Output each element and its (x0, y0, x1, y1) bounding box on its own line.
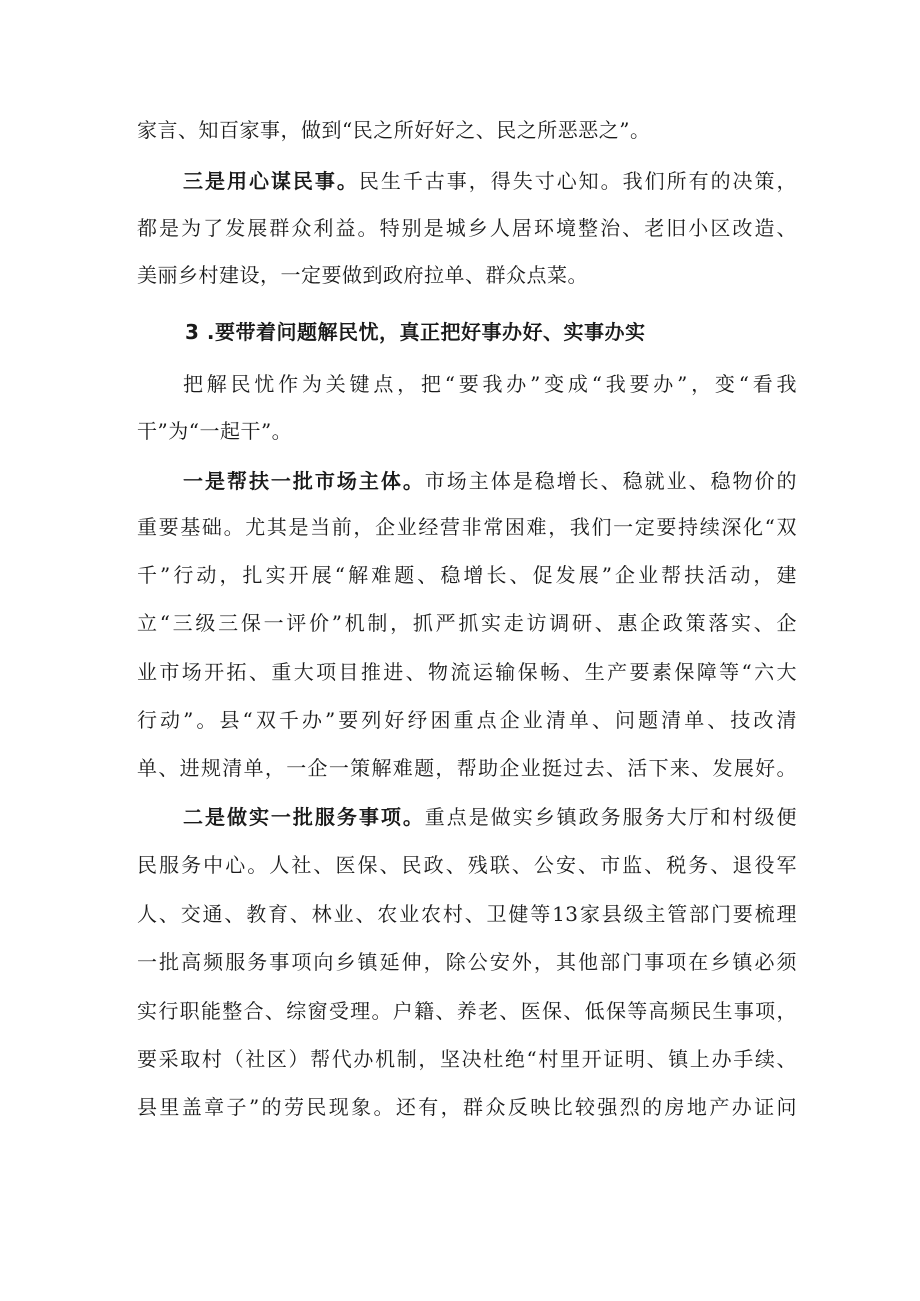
paragraph-text: 民生千古事，得失寸心知。我们所有的决策， (358, 169, 798, 193)
paragraph-line: 千”行动，扎实开展“解难题、稳增长、促发展”企业帮扶活动，建 (137, 563, 797, 587)
paragraph-line: 把解民忧作为关键点，把“要我办”变成“我要办”，变“看我 (183, 372, 797, 396)
paragraph-line: 人、交通、教育、林业、农业农村、卫健等13家县级主管部门要梳理 (137, 902, 797, 926)
paragraph-lead: 三是用心谋民事。 (183, 169, 359, 193)
paragraph-line: 一批高频服务事项向乡镇延伸，除公安外，其他部门事项在乡镇必须 (137, 950, 797, 974)
paragraph-line: 干”为“一起干”。 (137, 419, 293, 443)
paragraph-text: 重点是做实乡镇政务服务大厅和村级便 (424, 805, 798, 829)
paragraph-line: 都是为了发展群众利益。特别是城乡人居环境整治、老旧小区改造、 (137, 216, 797, 240)
paragraph-line: 民服务中心。人社、医保、民政、残联、公安、市监、税务、退役军 (137, 853, 797, 877)
paragraph-lead: 二是做实一批服务事项。 (183, 805, 425, 829)
paragraph-line: 重要基础。尤其是当前，企业经营非常困难，我们一定要持续深化“双 (137, 515, 797, 539)
paragraph-line: 立“三级三保一评价”机制，抓严抓实走访调研、惠企政策落实、企 (137, 611, 797, 635)
paragraph-line: 行动”。县“双千办”要列好纾困重点企业清单、问题清单、技改清 (137, 708, 797, 732)
paragraph-line: 家言、知百家事，做到“民之所好好之、民之所恶恶之”。 (137, 118, 651, 142)
paragraph-text: 市场主体是稳增长、稳就业、稳物价的 (424, 469, 798, 493)
paragraph-line: 美丽乡村建设，一定要做到政府拉单、群众点菜。 (137, 263, 588, 287)
paragraph-lead: 一是帮扶一批市场主体。 (183, 469, 425, 493)
paragraph-line: 业市场开拓、重大项目推进、物流运输保畅、生产要素保障等“六大 (137, 660, 797, 684)
paragraph-line (137, 167, 797, 195)
paragraph-line: 实行职能整合、综窗受理。户籍、养老、医保、低保等高频民生事项， (137, 999, 797, 1023)
paragraph-line: 县里盖章子”的劳民现象。还有，群众反映比较强烈的房地产办证问 (137, 1095, 797, 1119)
paragraph-line (137, 803, 797, 831)
paragraph-line: 要采取村（社区）帮代办机制，坚决杜绝“村里开证明、镇上办手续、 (137, 1047, 797, 1071)
paragraph-line: 单、进规清单，一企一策解难题，帮助企业挺过去、活下来、发展好。 (137, 756, 797, 780)
paragraph-line (137, 467, 797, 495)
section-heading: 3 .要带着问题解民忧，真正把好事办好、实事办实 (185, 320, 646, 344)
